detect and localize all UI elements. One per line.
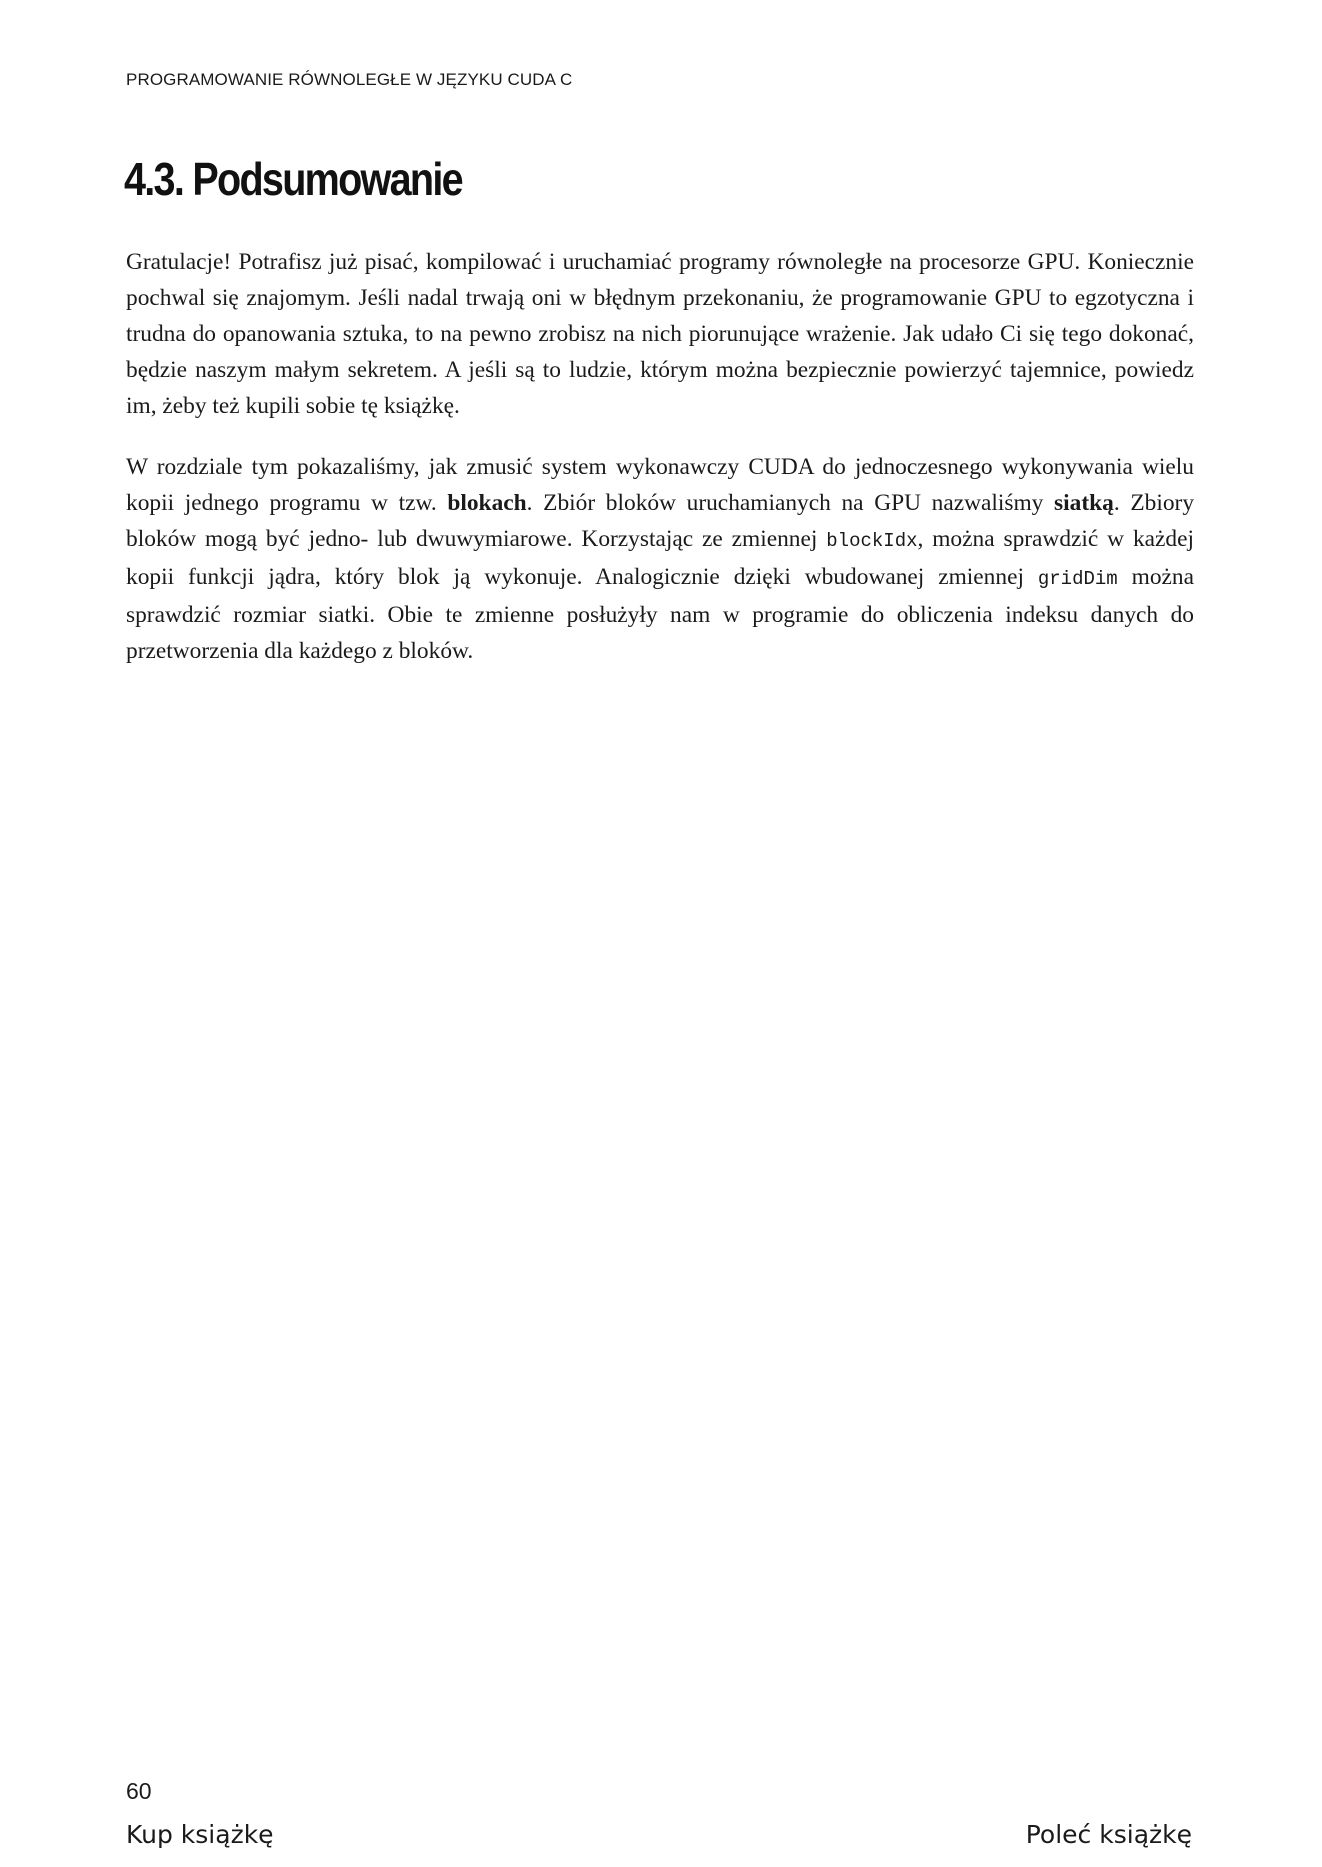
buy-book-link[interactable]: Kup książkę — [126, 1820, 274, 1849]
code-blockidx: blockIdx — [826, 530, 918, 552]
term-siatka: siatką — [1054, 490, 1114, 516]
paragraph-summary-text: . Zbiory bloków mogą być jedno- lub dwuwymiarowe. Korzystając ze zmiennej — [126, 490, 1195, 552]
section-title: 4.3. Podsumowanie — [124, 153, 462, 205]
term-blokach: blokach — [447, 490, 527, 516]
code-griddim: gridDim — [1037, 568, 1118, 590]
body-text — [126, 244, 1194, 694]
running-header: PROGRAMOWANIE RÓWNOLEGŁE W JĘZYKU CUDA C — [126, 70, 573, 89]
paragraph-summary-text: W rozdziale tym pokazaliśmy, jak zmusić system wykonawczy CUDA do jednoczesnego wykonywania wielu kopii jednego programu w tzw. — [126, 454, 1194, 516]
paragraph-summary-text: , można sprawdzić w każdej kopii funkcji jądra, który blok ją wykonuje. Analogicznie dzięki wbudowanej zmiennej — [126, 526, 1194, 590]
paragraph-intro: Gratulacje! Potrafisz już pisać, kompilować i uruchamiać programy równoległe na procesorze GPU. Koniecznie pochwal się znajomym. Jeśli nadal trwają oni w błędnym przekonaniu, że programowanie GPU to egzotyczna i trudna do opanowania sztuka, to na pewno zrobisz na nich piorunujące wrażenie. Jak udało Ci się tego dokonać, będzie naszym małym sekretem. A jeśli są to ludzie, którym można bezpiecznie powierzyć tajemnice, powiedz im, żeby też kupili sobie tę książkę. — [126, 249, 1194, 419]
paragraph-summary-text: . Zbiór bloków uruchamianych na GPU nazwaliśmy — [526, 490, 1055, 516]
page-number: 60 — [126, 1778, 152, 1804]
recommend-book-link[interactable]: Poleć książkę — [1025, 1820, 1192, 1849]
paragraph-summary — [126, 449, 1194, 669]
paragraph-summary-text: można sprawdzić rozmiar siatki. Obie te zmienne posłużyły nam w programie do obliczenia indeksu danych do przetworzenia dla każdego z bloków. — [126, 564, 1194, 664]
